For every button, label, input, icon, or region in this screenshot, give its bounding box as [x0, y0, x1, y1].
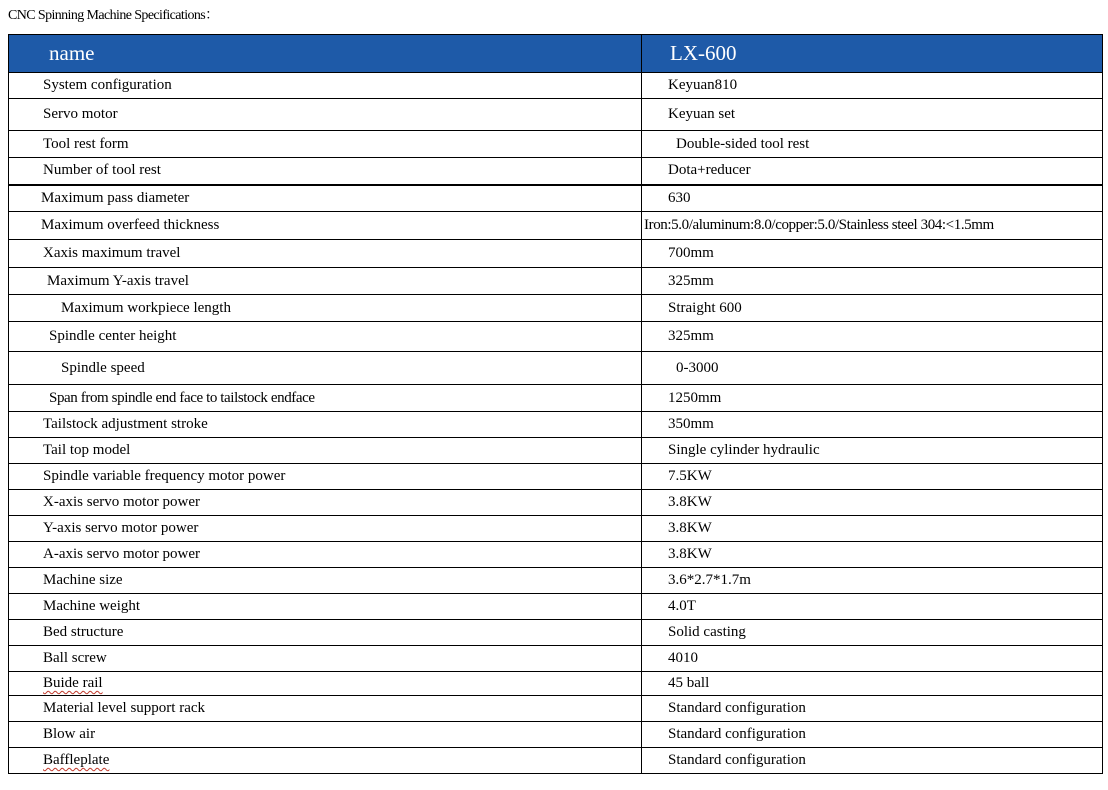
- table-row: [9, 212, 1103, 240]
- row-label: Maximum overfeed thickness: [9, 212, 642, 240]
- row-value: 3.6*2.7*1.7m: [642, 568, 1103, 594]
- row-label: Buide rail: [9, 672, 642, 696]
- row-label: Machine size: [9, 568, 642, 594]
- row-value: 630: [642, 185, 1103, 212]
- row-value: 3.8KW: [642, 490, 1103, 516]
- table-row: [9, 99, 1103, 131]
- row-label: Spindle speed: [9, 352, 642, 385]
- table-row: [9, 412, 1103, 438]
- table-row: [9, 542, 1103, 568]
- row-label: Machine weight: [9, 594, 642, 620]
- row-value: 45 ball: [642, 672, 1103, 696]
- row-label: Maximum Y-axis travel: [9, 268, 642, 295]
- table-row: [9, 322, 1103, 352]
- row-label: Bed structure: [9, 620, 642, 646]
- row-value: Solid casting: [642, 620, 1103, 646]
- table-row: [9, 240, 1103, 268]
- row-value: 3.8KW: [642, 516, 1103, 542]
- table-row: [9, 158, 1103, 185]
- row-label: Baffleplate: [9, 748, 642, 774]
- table-row: [9, 722, 1103, 748]
- table-row: [9, 516, 1103, 542]
- row-value: Keyuan set: [642, 99, 1103, 131]
- row-value: Standard configuration: [642, 722, 1103, 748]
- row-value: 325mm: [642, 322, 1103, 352]
- row-label: A-axis servo motor power: [9, 542, 642, 568]
- table-row: [9, 568, 1103, 594]
- row-value: 325mm: [642, 268, 1103, 295]
- specifications-table: [8, 34, 1103, 774]
- table-row: [9, 131, 1103, 158]
- header-model: LX-600: [642, 35, 1103, 73]
- row-value: Iron:5.0/aluminum:8.0/copper:5.0/Stainless steel 304:<1.5mm: [642, 212, 1103, 240]
- row-value: Single cylinder hydraulic: [642, 438, 1103, 464]
- row-value: 700mm: [642, 240, 1103, 268]
- row-label: System configuration: [9, 73, 642, 99]
- row-label: Spindle center height: [9, 322, 642, 352]
- table-row: [9, 73, 1103, 99]
- table-row: [9, 594, 1103, 620]
- row-value: Straight 600: [642, 295, 1103, 322]
- row-value: Double-sided tool rest: [642, 131, 1103, 158]
- row-value: 1250mm: [642, 385, 1103, 412]
- row-value: Standard configuration: [642, 748, 1103, 774]
- row-label: Tail top model: [9, 438, 642, 464]
- row-value: 350mm: [642, 412, 1103, 438]
- row-label: Number of tool rest: [9, 158, 642, 185]
- row-label: Tailstock adjustment stroke: [9, 412, 642, 438]
- table-row: [9, 295, 1103, 322]
- row-label: Material level support rack: [9, 696, 642, 722]
- table-row: [9, 385, 1103, 412]
- table-header-row: [9, 35, 1103, 73]
- row-value: 4010: [642, 646, 1103, 672]
- table-row: [9, 620, 1103, 646]
- table-row: [9, 438, 1103, 464]
- row-value: 3.8KW: [642, 542, 1103, 568]
- row-label: X-axis servo motor power: [9, 490, 642, 516]
- row-value: Standard configuration: [642, 696, 1103, 722]
- row-label: Maximum pass diameter: [9, 185, 642, 212]
- row-label: Servo motor: [9, 99, 642, 131]
- header-name: name: [9, 35, 642, 73]
- row-label: Maximum workpiece length: [9, 295, 642, 322]
- row-label: Blow air: [9, 722, 642, 748]
- row-label: Tool rest form: [9, 131, 642, 158]
- table-row: [9, 696, 1103, 722]
- row-label: Xaxis maximum travel: [9, 240, 642, 268]
- row-label: Ball screw: [9, 646, 642, 672]
- table-row: [9, 748, 1103, 774]
- row-value: 7.5KW: [642, 464, 1103, 490]
- table-row: [9, 352, 1103, 385]
- table-row: [9, 185, 1103, 212]
- row-label: Y-axis servo motor power: [9, 516, 642, 542]
- row-label: Span from spindle end face to tailstock endface: [9, 385, 642, 412]
- table-row: [9, 490, 1103, 516]
- document-title: CNC Spinning Machine Specifications：: [8, 8, 219, 23]
- row-value: Keyuan810: [642, 73, 1103, 99]
- row-value: 4.0T: [642, 594, 1103, 620]
- row-label: Spindle variable frequency motor power: [9, 464, 642, 490]
- row-value: Dota+reducer: [642, 158, 1103, 185]
- table-row: [9, 464, 1103, 490]
- table-row: [9, 268, 1103, 295]
- row-value: 0-3000: [642, 352, 1103, 385]
- table-row: [9, 672, 1103, 696]
- table-row: [9, 646, 1103, 672]
